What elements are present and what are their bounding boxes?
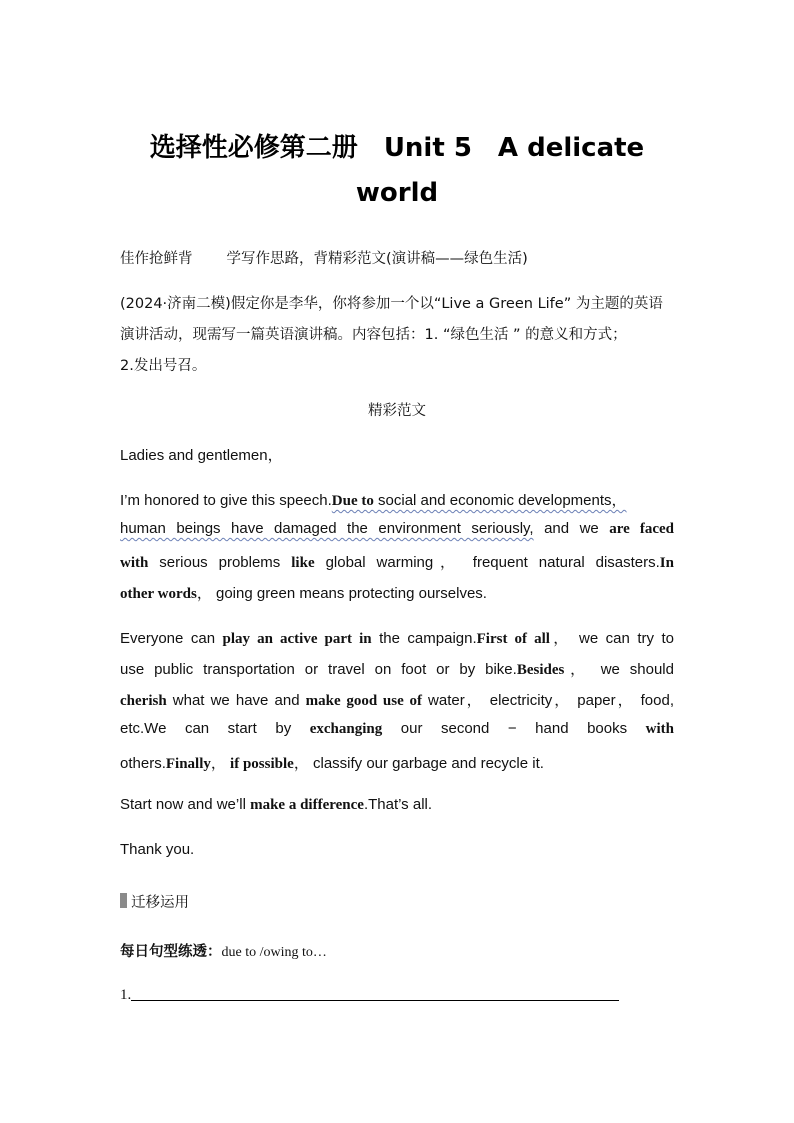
essay-text: and we <box>533 520 610 537</box>
essay-text: ， we can try to <box>549 630 674 647</box>
essay-text: I’m honored to give this speech. <box>120 492 332 509</box>
title-unit: Unit 5 <box>383 133 472 163</box>
page-title-line-2: world <box>355 178 439 208</box>
essay-p1-line-3 <box>120 551 674 572</box>
essay-text: ， we should <box>564 661 674 678</box>
key-phrase: First of all <box>476 631 550 647</box>
essay-closing: Thank you. <box>120 841 195 858</box>
key-phrase: with <box>120 555 149 571</box>
essay-text: Start now and we’ll <box>120 796 251 813</box>
exercise-number: 1. <box>120 987 132 1003</box>
key-phrase: make a difference <box>250 797 364 813</box>
essay-text: serious problems <box>148 554 292 571</box>
essay-p2-line-1 <box>120 627 674 648</box>
essay-p1-line-2 <box>120 520 674 538</box>
highlighted-phrase <box>332 492 627 509</box>
intro-line <box>120 247 528 268</box>
essay-text: ， going green means protecting ourselves. <box>196 585 487 602</box>
key-phrase: if possible <box>230 756 294 772</box>
daily-pattern-label: 每日句型练透： <box>120 944 222 960</box>
essay-p1-line-4 <box>120 582 487 603</box>
essay-p1-line-1 <box>120 489 627 510</box>
essay-text: ， <box>210 755 231 772</box>
essay-text: .That’s all. <box>363 796 433 813</box>
practice-heading-text: 迁移运用 <box>131 895 189 911</box>
daily-pattern-text: due to /owing to… <box>221 945 327 960</box>
essay-p2-line-4 <box>120 720 674 738</box>
key-phrase: Besides <box>516 662 565 678</box>
essay-text: use public transportation or travel on foot or by bike. <box>120 661 517 678</box>
key-phrase: exchanging <box>309 721 383 737</box>
essay-text: ， classify our garbage and recycle it. <box>293 755 544 772</box>
task-line-1: (2024·济南二模)假定你是李华，你将参加一个以“Live a Green Life” 为主题的英语 <box>120 296 663 312</box>
intro-label: 佳作抢鲜背 <box>120 251 193 267</box>
key-phrase: are faced <box>609 521 674 537</box>
key-phrase: Finally <box>165 756 211 772</box>
key-phrase: other words <box>120 586 197 602</box>
essay-salutation: Ladies and gentlemen， <box>120 447 283 464</box>
task-line-3: 2.发出号召。 <box>120 358 207 374</box>
essay-text: what we have and <box>166 692 306 709</box>
page-title-line-1 <box>0 127 794 164</box>
essay-text: global warming， frequent natural disasters. <box>314 554 660 571</box>
task-line-2: 演讲活动，现需写一篇英语演讲稿。内容包括：1. “绿色生活 ” 的意义和方式； <box>120 327 627 343</box>
key-phrase: Due to <box>331 493 374 509</box>
essay-text: our second − hand books <box>382 720 646 737</box>
essay-text: etc.We can start by <box>120 720 310 737</box>
title-chinese: 选择性必修第二册 <box>149 133 358 163</box>
answer-blank-line[interactable] <box>131 986 619 1001</box>
key-phrase: play an active part in <box>222 631 372 647</box>
highlighted-phrase: human beings have damaged the environment seriously, <box>120 520 534 537</box>
essay-p3-line <box>120 796 432 814</box>
exercise-item-1 <box>120 986 619 1004</box>
title-english: A delicate <box>497 133 645 163</box>
essay-text: others. <box>120 755 166 772</box>
essay-text: the campaign. <box>371 630 477 647</box>
essay-text: Everyone can <box>120 630 223 647</box>
key-phrase: with <box>645 721 674 737</box>
essay-p2-line-2 <box>120 658 674 679</box>
key-phrase: like <box>291 555 315 571</box>
section-marker-icon <box>120 893 127 908</box>
key-phrase: In <box>659 555 674 571</box>
essay-text: social and economic developments， <box>373 492 627 509</box>
essay-text: water， electricity， paper， food, <box>421 692 674 709</box>
intro-description: 学写作思路，背精彩范文(演讲稿——绿色生活) <box>226 251 528 267</box>
daily-pattern-line <box>120 940 327 961</box>
practice-heading <box>120 891 189 912</box>
essay-p2-line-5 <box>120 752 544 773</box>
key-phrase: cherish <box>120 693 167 709</box>
essay-p2-line-3 <box>120 689 674 710</box>
section-heading: 精彩范文 <box>368 403 426 419</box>
key-phrase: make good use of <box>305 693 422 709</box>
